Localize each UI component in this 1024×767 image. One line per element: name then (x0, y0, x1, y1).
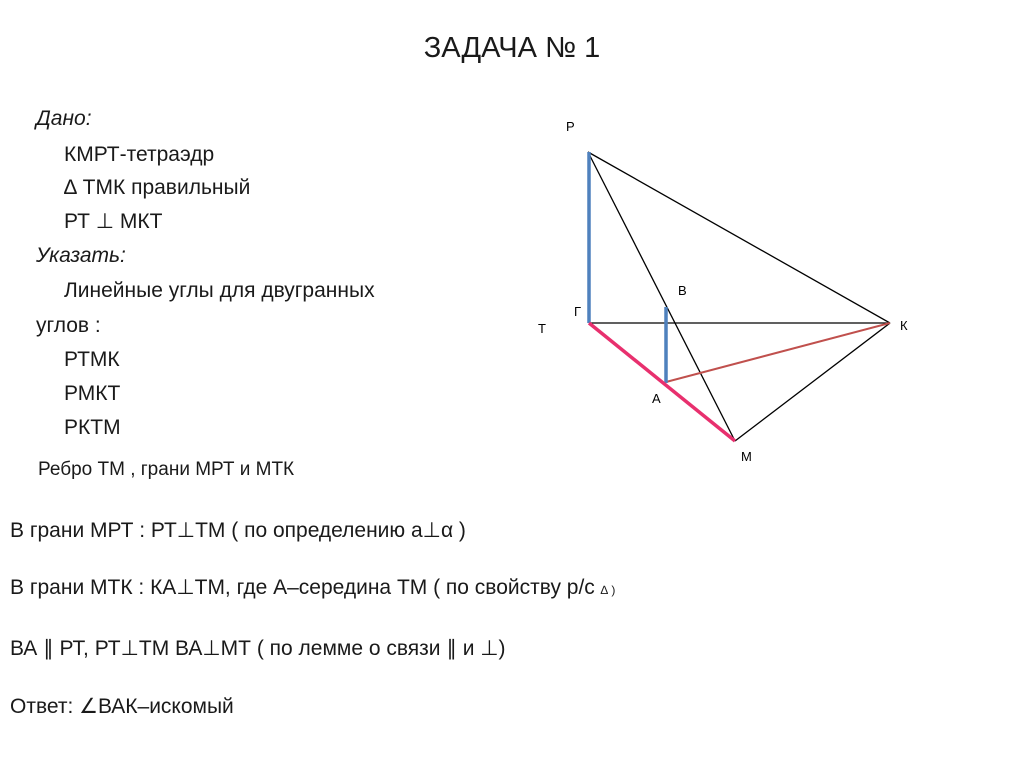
given-item: КМРТ-тетраэдр (64, 143, 215, 166)
edge-pk (588, 152, 890, 323)
dihedral-angle: РТМК (64, 348, 120, 371)
given-heading: Дано: (36, 107, 92, 130)
task-heading: Указать: (36, 244, 126, 267)
point-label-t: Т (538, 321, 546, 336)
solution-line: В грани МРТ : РТ⊥ТМ ( по определению a⊥α ) (10, 519, 466, 542)
task-text: Линейные углы для двугранных (64, 279, 375, 302)
answer-line: Ответ: ∠ВАК–искомый (10, 695, 234, 718)
point-label-g: Г (574, 304, 582, 319)
segment-ak (666, 323, 890, 382)
page-title: ЗАДАЧА № 1 (423, 32, 601, 64)
solution-line-note: ∆ ) (600, 583, 616, 597)
solution-line-text: В грани МТК : КА⊥ТМ, где А–середина ТМ ( по свойству р/с (10, 576, 595, 599)
given-item: ∆ ТМК правильный (64, 176, 251, 199)
dihedral-angle: РМКТ (64, 382, 121, 405)
point-label-k: К (900, 318, 908, 333)
point-label-b: В (678, 283, 687, 298)
point-label-p: Р (566, 119, 575, 134)
point-label-m: М (741, 449, 752, 464)
edge-tm (589, 323, 735, 441)
edge-pm (588, 152, 735, 441)
task-text: углов : (36, 314, 101, 337)
edge-note: Ребро ТМ , грани МРТ и МТК (38, 459, 295, 480)
edge-mk (735, 323, 890, 441)
given-item: РТ ⊥ МКТ (64, 210, 163, 233)
point-label-a: А (652, 391, 661, 406)
dihedral-angle: РКТМ (64, 416, 121, 439)
solution-line: ВА ∥ РТ, РТ⊥ТМ ВА⊥МТ ( по лемме о связи ∥ и ⊥) (10, 637, 506, 660)
